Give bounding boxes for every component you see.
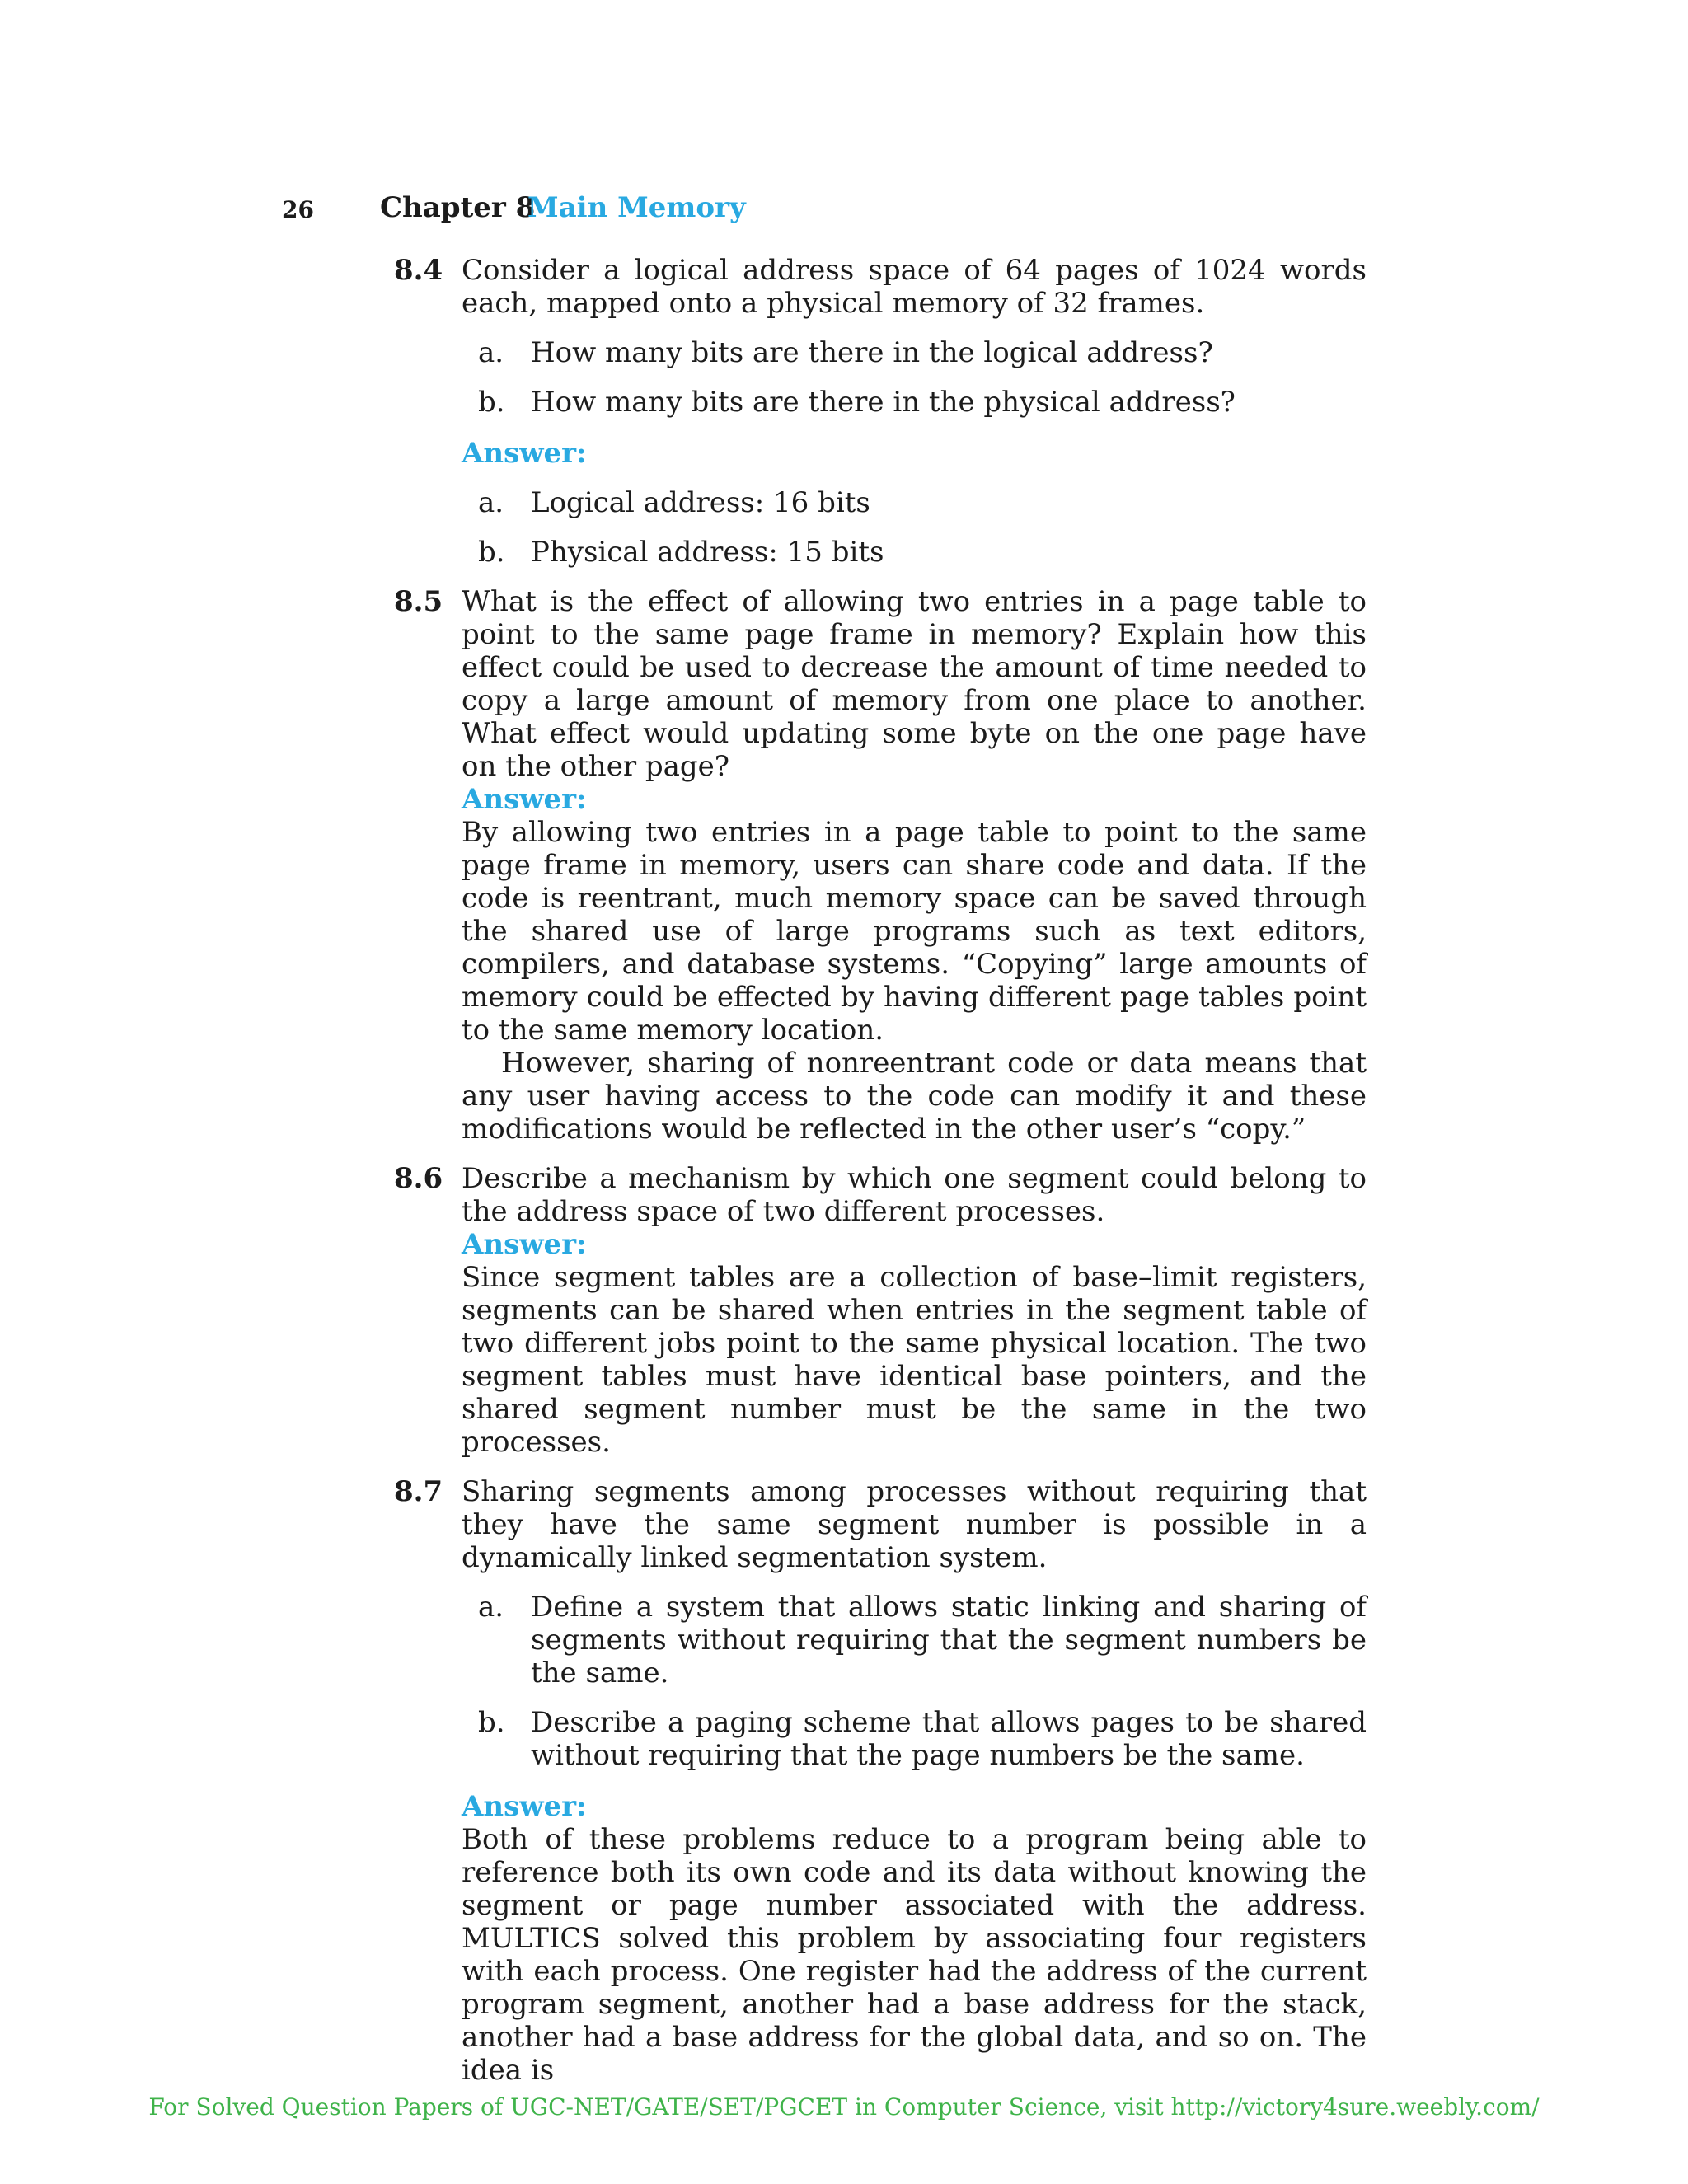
- sub-question-text: How many bits are there in the logical address?: [531, 336, 1213, 369]
- sub-question-label: a.: [478, 1591, 504, 1624]
- answer-list: [462, 486, 1367, 569]
- chapter-label: Chapter 8: [380, 191, 536, 224]
- sub-question-text: How many bits are there in the physical address?: [531, 386, 1236, 419]
- footer-link-text: For Solved Question Papers of UGC-NET/GATE/SET/PGCET in Computer Science, visit http://victory4sure.weebly.com/: [148, 2093, 1540, 2121]
- sub-question-label: b.: [478, 386, 505, 419]
- sub-question: [462, 336, 1367, 369]
- sub-question-text: Describe a paging scheme that allows pages to be shared without requiring that the page numbers be the same.: [531, 1706, 1367, 1772]
- problem-8-5: [394, 585, 1367, 1146]
- answer-item: [462, 486, 1367, 519]
- page-content: [394, 254, 1367, 2087]
- problem-number: 8.4: [394, 254, 443, 287]
- answer-item-label: b.: [478, 536, 505, 569]
- problem-question: What is the effect of allowing two entries in a page table to point to the same page frame in memory? Explain how this effect could be used to decrease the amount of time needed to copy a large amount of memory from one place to another. What effect would updating some byte on the one page have on the other page?: [462, 585, 1367, 783]
- problem-number: 8.6: [394, 1162, 443, 1195]
- problem-8-4: [394, 254, 1367, 569]
- problem-number: 8.5: [394, 585, 443, 618]
- sub-question-list: [462, 1591, 1367, 1772]
- answer-item-text: Physical address: 15 bits: [531, 536, 884, 569]
- answer-item-text: Logical address: 16 bits: [531, 486, 870, 519]
- answer-label: Answer:: [462, 1228, 587, 1261]
- answer-paragraph: Both of these problems reduce to a program being able to reference both its own code and its data without knowing the segment or page number associated with the address. MULTICS solved this problem by associating four registers with each process. One register had the address of the current program segment, another had a base address for the stack, another had a base address for the global data, and so on. The idea is: [462, 1823, 1367, 2087]
- answer-paragraph: By allowing two entries in a page table to point to the same page frame in memory, users can share code and data. If the code is reentrant, much memory space can be saved through the shared use of large programs such as text editors, compilers, and database systems. “Copying” large amounts of memory could be effected by having different page tables point to the same memory location.: [462, 816, 1367, 1047]
- problem-8-6: [394, 1162, 1367, 1459]
- sub-question-label: b.: [478, 1706, 505, 1739]
- sub-question: [462, 1706, 1367, 1772]
- sub-question: [462, 1591, 1367, 1690]
- problem-question: Describe a mechanism by which one segment could belong to the address space of two different processes.: [462, 1162, 1367, 1228]
- problem-question: Sharing segments among processes without requiring that they have the same segment number is possible in a dynamically linked segmentation system.: [462, 1475, 1367, 1574]
- answer-label: Answer:: [462, 437, 587, 470]
- sub-question-text: Define a system that allows static linking and sharing of segments without requiring that the segment numbers be the same.: [531, 1591, 1367, 1690]
- answer-item-label: a.: [478, 486, 504, 519]
- page-number: 26: [282, 196, 314, 223]
- answer-label: Answer:: [462, 1790, 587, 1823]
- sub-question-list: [462, 336, 1367, 419]
- sub-question-label: a.: [478, 336, 504, 369]
- problem-question: Consider a logical address space of 64 pages of 1024 words each, mapped onto a physical memory of 32 frames.: [462, 254, 1367, 320]
- answer-paragraph: Since segment tables are a collection of base–limit registers, segments can be shared when entries in the segment table of two different jobs point to the same physical location. The two segment tables must have identical base pointers, and the shared segment number must be the same in the two processes.: [462, 1261, 1367, 1459]
- answer-label: Answer:: [462, 783, 587, 816]
- sub-question: [462, 386, 1367, 419]
- problem-8-7: [394, 1475, 1367, 2087]
- chapter-title: Main Memory: [528, 191, 746, 224]
- answer-item: [462, 536, 1367, 569]
- answer-paragraph: However, sharing of nonreentrant code or data means that any user having access to the code can modify it and these modifications would be reflected in the other user’s “copy.”: [462, 1047, 1367, 1146]
- page-header: [0, 191, 1688, 229]
- problem-number: 8.7: [394, 1475, 443, 1508]
